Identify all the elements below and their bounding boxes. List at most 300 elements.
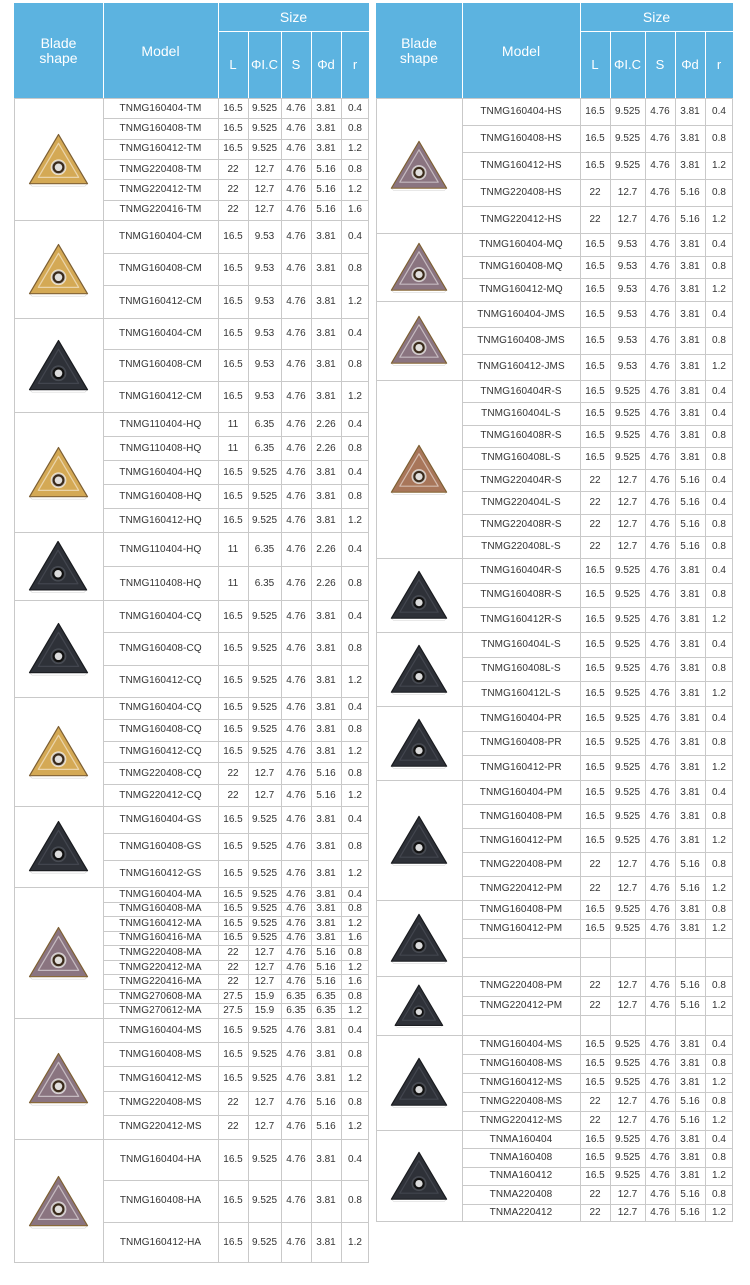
size-cell: 0.8 bbox=[712, 663, 726, 675]
size-cell bbox=[705, 938, 733, 957]
size-cell: 4.76 bbox=[650, 1096, 670, 1107]
size-cell: 9.525 bbox=[614, 614, 641, 626]
size-cell: 16.5 bbox=[223, 1024, 243, 1036]
header-col-0: L bbox=[229, 57, 237, 72]
size-cell: 9.53 bbox=[254, 328, 275, 340]
model-cell: TNMG160408L-S bbox=[481, 663, 561, 675]
size-cell: 9.525 bbox=[251, 610, 278, 622]
size-cell: 4.76 bbox=[286, 102, 306, 114]
size-cell: 16.5 bbox=[585, 334, 605, 346]
size-cell: 0.4 bbox=[348, 102, 362, 114]
header-col-1: ΦI.C bbox=[251, 57, 278, 72]
size-cell: 4.76 bbox=[286, 1072, 306, 1084]
size-cell: 0.4 bbox=[348, 610, 362, 622]
size-cell: 6.35 bbox=[254, 442, 275, 454]
triangle-insert-icon bbox=[389, 643, 449, 695]
size-cell: 3.81 bbox=[680, 564, 700, 576]
size-cell bbox=[675, 938, 705, 957]
size-cell: 22 bbox=[227, 976, 239, 988]
size-cell: 0.8 bbox=[348, 490, 362, 502]
triangle-insert-icon bbox=[27, 242, 90, 297]
table-row bbox=[462, 1111, 733, 1130]
size-cell: 4.76 bbox=[650, 762, 670, 774]
size-cell: 3.81 bbox=[680, 786, 700, 798]
table-row bbox=[103, 1018, 369, 1042]
size-cell: 16.5 bbox=[585, 308, 605, 320]
size-cell: 4.76 bbox=[650, 663, 670, 675]
size-cell bbox=[580, 957, 610, 976]
size-cell: 0.8 bbox=[348, 1195, 362, 1207]
header-col-2: S bbox=[291, 57, 301, 72]
size-cell: 0.4 bbox=[712, 238, 726, 250]
table-row bbox=[103, 532, 369, 566]
insert-group bbox=[14, 220, 369, 318]
size-cell: 4.76 bbox=[650, 904, 670, 915]
size-cell: 4.76 bbox=[286, 917, 306, 929]
blade-shape-cell bbox=[376, 976, 462, 1035]
size-cell bbox=[580, 938, 610, 957]
table-row bbox=[103, 1222, 369, 1263]
blade-shape-cell bbox=[14, 806, 103, 887]
size-cell: 4.76 bbox=[650, 999, 670, 1011]
size-cell: 4.76 bbox=[286, 789, 306, 801]
size-cell: 9.525 bbox=[614, 1077, 641, 1088]
table-row bbox=[462, 976, 733, 996]
size-cell: 3.81 bbox=[680, 1133, 700, 1145]
triangle-insert-icon bbox=[389, 717, 449, 769]
size-cell: 3.81 bbox=[680, 1170, 700, 1182]
table-row bbox=[462, 1130, 733, 1148]
size-cell: 3.81 bbox=[316, 102, 336, 114]
model-cell: TNMG160412-MS bbox=[479, 1077, 563, 1088]
size-cell: 9.53 bbox=[254, 263, 275, 275]
size-cell: 9.525 bbox=[251, 1154, 278, 1166]
size-cell: 3.81 bbox=[680, 238, 700, 250]
right-spec-table bbox=[376, 3, 733, 1222]
size-cell: 16.5 bbox=[585, 564, 605, 576]
size-cell: 4.76 bbox=[286, 418, 306, 430]
header-model: Model bbox=[501, 42, 541, 59]
size-cell: 4.76 bbox=[286, 514, 306, 526]
size-cell: 0.4 bbox=[348, 328, 362, 340]
size-cell: 4.76 bbox=[650, 308, 670, 320]
table-row bbox=[103, 98, 369, 118]
size-cell: 12.7 bbox=[617, 882, 638, 894]
size-cell: 22 bbox=[227, 961, 239, 973]
size-cell: 16.5 bbox=[223, 296, 243, 308]
size-cell: 4.76 bbox=[286, 888, 306, 900]
table-row bbox=[462, 996, 733, 1016]
size-cell: 22 bbox=[589, 858, 601, 870]
size-cell: 3.81 bbox=[680, 407, 700, 419]
blade-shape-cell bbox=[14, 98, 103, 220]
size-cell: 4.76 bbox=[286, 767, 306, 779]
blade-shape-cell bbox=[376, 1035, 462, 1130]
blade-shape-cell bbox=[14, 532, 103, 600]
size-cell: 0.4 bbox=[712, 712, 726, 724]
header-model: Model bbox=[141, 42, 180, 59]
size-cell: 22 bbox=[227, 1097, 239, 1109]
size-cell: 0.4 bbox=[348, 702, 362, 714]
model-cell: TNMG160412-GS bbox=[119, 868, 202, 879]
size-cell: 0.4 bbox=[348, 418, 362, 430]
model-cell: TNMG220412-MS bbox=[119, 1121, 202, 1133]
size-cell: 0.8 bbox=[712, 1058, 726, 1069]
model-cell: TNMG160408-CM bbox=[119, 263, 202, 275]
size-cell: 9.525 bbox=[251, 675, 278, 687]
size-cell: 0.8 bbox=[348, 767, 362, 779]
size-cell: 4.76 bbox=[650, 1039, 670, 1050]
table-row bbox=[462, 1148, 733, 1166]
table-row bbox=[103, 1066, 369, 1090]
model-cell: TNMG160412-MS bbox=[119, 1072, 202, 1084]
size-cell: 22 bbox=[589, 214, 601, 225]
size-cell: 3.81 bbox=[316, 143, 336, 155]
size-cell: 5.16 bbox=[680, 496, 700, 508]
size-cell: 9.525 bbox=[614, 762, 641, 774]
size-cell: 9.525 bbox=[614, 1170, 641, 1182]
triangle-insert-icon bbox=[389, 1150, 449, 1202]
size-cell bbox=[610, 938, 645, 957]
table-row bbox=[103, 974, 369, 989]
model-cell: TNMG160408-MS bbox=[479, 1058, 563, 1069]
size-cell: 3.81 bbox=[680, 923, 700, 934]
size-cell: 9.525 bbox=[251, 888, 278, 900]
model-cell: TNMG110408-HQ bbox=[119, 577, 202, 589]
size-cell: 3.81 bbox=[316, 903, 336, 915]
table-row bbox=[103, 1091, 369, 1115]
size-cell: 16.5 bbox=[585, 786, 605, 798]
size-cell: 12.7 bbox=[254, 204, 275, 216]
size-cell: 3.81 bbox=[316, 1072, 336, 1084]
table-row bbox=[103, 697, 369, 719]
size-cell: 9.525 bbox=[614, 786, 641, 798]
size-cell: 16.5 bbox=[223, 328, 243, 340]
size-cell: 4.76 bbox=[650, 834, 670, 846]
size-cell: 4.76 bbox=[286, 390, 306, 402]
size-cell: 0.8 bbox=[712, 904, 726, 915]
size-cell: 9.53 bbox=[254, 359, 275, 371]
header-size: Size bbox=[279, 9, 308, 25]
size-cell: 22 bbox=[589, 496, 601, 508]
size-cell: 4.76 bbox=[286, 841, 306, 852]
size-cell: 4.76 bbox=[286, 1121, 306, 1133]
table-row bbox=[103, 253, 369, 286]
triangle-insert-icon bbox=[27, 621, 90, 676]
size-cell: 1.2 bbox=[348, 1121, 362, 1133]
size-cell: 9.525 bbox=[251, 868, 278, 879]
size-cell: 16.5 bbox=[223, 675, 243, 687]
size-cell: 12.7 bbox=[617, 980, 638, 992]
insert-group bbox=[14, 887, 369, 1018]
size-cell: 1.2 bbox=[348, 961, 362, 973]
size-cell: 0.8 bbox=[712, 1096, 726, 1107]
size-cell: 9.525 bbox=[251, 102, 278, 114]
size-cell: 4.76 bbox=[286, 296, 306, 308]
table-row bbox=[103, 1042, 369, 1066]
size-cell: 4.76 bbox=[650, 334, 670, 346]
size-cell: 12.7 bbox=[254, 946, 275, 958]
table-row bbox=[462, 301, 733, 327]
size-cell: 4.76 bbox=[286, 1048, 306, 1060]
model-cell: TNMG160412-TM bbox=[119, 143, 202, 155]
size-cell: 9.53 bbox=[617, 261, 638, 273]
size-cell: 4.76 bbox=[650, 238, 670, 250]
size-cell: 0.4 bbox=[712, 385, 726, 397]
insert-group bbox=[14, 318, 369, 412]
insert-group bbox=[376, 632, 733, 706]
model-cell: TNMG160404-CM bbox=[119, 230, 202, 242]
model-cell: TNMG220404R-S bbox=[480, 474, 562, 486]
size-cell: 1.2 bbox=[712, 160, 726, 171]
size-cell: 9.525 bbox=[614, 1152, 641, 1164]
size-cell: 9.525 bbox=[251, 1195, 278, 1207]
table-row bbox=[462, 1015, 733, 1035]
size-cell: 3.81 bbox=[316, 296, 336, 308]
size-cell: 16.5 bbox=[223, 514, 243, 526]
size-cell: 0.8 bbox=[712, 1188, 726, 1200]
header-col-3: Φd bbox=[681, 57, 699, 72]
triangle-insert-icon bbox=[27, 1051, 90, 1106]
size-cell: 16.5 bbox=[223, 466, 243, 478]
size-cell: 9.525 bbox=[251, 1048, 278, 1060]
size-cell: 9.525 bbox=[251, 143, 278, 155]
size-cell: 0.8 bbox=[712, 1152, 726, 1164]
size-cell: 4.76 bbox=[286, 359, 306, 371]
table-row bbox=[462, 327, 733, 353]
size-cell: 0.4 bbox=[348, 230, 362, 242]
model-cell bbox=[462, 957, 580, 976]
size-cell: 1.2 bbox=[712, 1170, 726, 1182]
size-cell: 0.8 bbox=[712, 261, 726, 273]
table-header bbox=[14, 3, 369, 98]
model-cell: TNMG220416-MA bbox=[119, 976, 202, 988]
size-cell: 9.525 bbox=[614, 810, 641, 822]
size-cell: 0.4 bbox=[348, 1154, 362, 1166]
size-cell: 4.76 bbox=[650, 1152, 670, 1164]
size-cell: 4.76 bbox=[650, 261, 670, 273]
size-cell: 4.76 bbox=[650, 1115, 670, 1126]
size-cell: 4.76 bbox=[286, 702, 306, 714]
size-cell: 0.8 bbox=[348, 724, 362, 736]
size-cell: 22 bbox=[589, 999, 601, 1011]
table-row bbox=[462, 1073, 733, 1092]
size-cell: 16.5 bbox=[585, 430, 605, 442]
size-cell: 3.81 bbox=[680, 614, 700, 626]
size-cell: 16.5 bbox=[223, 841, 243, 852]
size-cell: 0.8 bbox=[348, 1097, 362, 1109]
size-cell: 0.4 bbox=[712, 564, 726, 576]
table-row bbox=[103, 139, 369, 159]
size-cell: 9.525 bbox=[251, 724, 278, 736]
blade-shape-cell bbox=[376, 380, 462, 558]
size-cell: 4.76 bbox=[286, 204, 306, 216]
size-cell: 4.76 bbox=[650, 1077, 670, 1088]
model-cell: TNMA220408 bbox=[489, 1188, 553, 1200]
size-cell: 12.7 bbox=[617, 999, 638, 1011]
size-cell: 16.5 bbox=[585, 238, 605, 250]
size-cell: 4.76 bbox=[286, 642, 306, 654]
table-row bbox=[103, 412, 369, 436]
triangle-insert-icon bbox=[389, 314, 449, 366]
model-cell: TNMG160404L-S bbox=[481, 638, 561, 650]
table-row bbox=[103, 931, 369, 946]
size-cell: 12.7 bbox=[254, 789, 275, 801]
blade-shape-cell bbox=[376, 780, 462, 900]
size-cell: 16.5 bbox=[585, 361, 605, 373]
size-cell: 0.4 bbox=[712, 1133, 726, 1145]
model-cell: TNMG160408-GS bbox=[119, 841, 202, 852]
model-cell: TNMG160404-MQ bbox=[479, 238, 563, 250]
size-cell: 16.5 bbox=[223, 814, 243, 825]
model-cell: TNMG160412-CQ bbox=[119, 675, 202, 687]
table-row bbox=[103, 381, 369, 412]
size-cell: 4.76 bbox=[650, 430, 670, 442]
size-cell: 5.16 bbox=[316, 1097, 336, 1109]
size-cell: 0.4 bbox=[348, 814, 362, 825]
model-cell: TNMG160412-HS bbox=[480, 160, 562, 171]
size-cell: 4.76 bbox=[650, 1133, 670, 1145]
size-cell: 4.76 bbox=[650, 1207, 670, 1219]
model-cell: TNMG160404-HQ bbox=[119, 466, 202, 478]
size-cell: 3.81 bbox=[316, 724, 336, 736]
size-cell: 1.2 bbox=[712, 361, 726, 373]
size-cell: 16.5 bbox=[223, 724, 243, 736]
size-cell: 27.5 bbox=[223, 1005, 243, 1017]
model-cell: TNMG160404-JMS bbox=[477, 308, 565, 320]
size-cell: 0.8 bbox=[348, 903, 362, 915]
blade-shape-cell bbox=[376, 1130, 462, 1222]
size-cell: 3.81 bbox=[316, 1236, 336, 1248]
size-cell: 9.525 bbox=[251, 814, 278, 825]
size-cell: 0.8 bbox=[348, 642, 362, 654]
size-cell: 0.4 bbox=[712, 638, 726, 650]
size-cell: 4.76 bbox=[650, 712, 670, 724]
model-cell: TNMG160408-MA bbox=[119, 903, 202, 915]
table-row bbox=[462, 755, 733, 780]
size-cell: 22 bbox=[227, 163, 239, 175]
size-cell: 1.6 bbox=[348, 204, 362, 216]
size-cell: 9.53 bbox=[617, 284, 638, 296]
size-cell: 3.81 bbox=[316, 1024, 336, 1036]
table-row bbox=[462, 780, 733, 804]
table-row bbox=[103, 600, 369, 632]
size-cell: 4.76 bbox=[650, 589, 670, 601]
model-cell: TNMG160408-CM bbox=[119, 359, 202, 371]
size-cell: 3.81 bbox=[680, 160, 700, 171]
size-cell: 1.2 bbox=[348, 1072, 362, 1084]
size-cell: 22 bbox=[589, 1096, 601, 1107]
size-cell: 1.2 bbox=[348, 675, 362, 687]
triangle-insert-icon bbox=[389, 139, 449, 191]
size-cell: 16.5 bbox=[223, 745, 243, 757]
size-cell bbox=[705, 957, 733, 976]
size-cell: 0.8 bbox=[712, 541, 726, 553]
size-cell: 22 bbox=[589, 541, 601, 553]
size-cell: 5.16 bbox=[316, 789, 336, 801]
table-row bbox=[462, 558, 733, 583]
insert-group bbox=[376, 706, 733, 780]
table-row bbox=[462, 607, 733, 632]
size-cell: 4.76 bbox=[650, 187, 670, 198]
insert-group bbox=[376, 976, 733, 1035]
size-cell: 6.35 bbox=[254, 418, 275, 430]
size-cell: 4.76 bbox=[286, 163, 306, 175]
size-cell: 9.525 bbox=[614, 904, 641, 915]
model-cell: TNMG160404-MS bbox=[119, 1024, 202, 1036]
model-cell: TNMG220408-MA bbox=[119, 946, 202, 958]
table-row bbox=[103, 1180, 369, 1221]
model-cell: TNMG220404L-S bbox=[481, 496, 561, 508]
size-cell: 12.7 bbox=[617, 1207, 638, 1219]
table-row bbox=[462, 1204, 733, 1222]
insert-group bbox=[14, 98, 369, 220]
size-cell: 4.76 bbox=[286, 961, 306, 973]
insert-group bbox=[376, 900, 733, 976]
size-cell: 16.5 bbox=[585, 904, 605, 915]
size-cell: 5.16 bbox=[680, 214, 700, 225]
size-cell: 22 bbox=[589, 187, 601, 198]
table-row bbox=[103, 179, 369, 199]
model-cell: TNMG160408-CQ bbox=[119, 724, 202, 736]
size-cell: 4.76 bbox=[286, 1195, 306, 1207]
size-cell: 3.81 bbox=[316, 514, 336, 526]
size-cell: 22 bbox=[227, 767, 239, 779]
size-cell: 0.8 bbox=[712, 133, 726, 144]
size-cell: 22 bbox=[589, 1115, 601, 1126]
insert-group bbox=[376, 780, 733, 900]
model-cell: TNMG220412-CQ bbox=[119, 789, 202, 801]
blade-shape-cell bbox=[14, 1139, 103, 1263]
size-cell: 3.81 bbox=[316, 841, 336, 852]
size-cell: 5.16 bbox=[680, 882, 700, 894]
model-cell: TNMG160404-TM bbox=[119, 102, 202, 114]
blade-shape-cell bbox=[376, 900, 462, 976]
size-cell: 6.35 bbox=[286, 1005, 306, 1017]
size-cell: 9.525 bbox=[614, 430, 641, 442]
size-cell: 9.525 bbox=[614, 407, 641, 419]
size-cell: 3.81 bbox=[316, 466, 336, 478]
blade-shape-cell bbox=[14, 887, 103, 1018]
model-cell: TNMG160412-HA bbox=[119, 1236, 202, 1248]
model-cell: TNMG220412-PM bbox=[479, 882, 563, 894]
size-cell: 16.5 bbox=[585, 1170, 605, 1182]
size-cell: 16.5 bbox=[585, 133, 605, 144]
size-cell: 4.76 bbox=[650, 519, 670, 531]
table-row bbox=[103, 200, 369, 220]
size-cell: 0.8 bbox=[712, 334, 726, 346]
size-cell: 3.81 bbox=[316, 702, 336, 714]
size-cell: 9.525 bbox=[614, 737, 641, 749]
size-cell: 3.81 bbox=[680, 452, 700, 464]
size-cell: 11 bbox=[227, 577, 239, 589]
model-cell: TNMG220416-TM bbox=[119, 204, 202, 216]
size-cell: 9.525 bbox=[614, 452, 641, 464]
blade-shape-cell bbox=[14, 412, 103, 532]
size-cell: 3.81 bbox=[680, 1152, 700, 1164]
table-row bbox=[103, 960, 369, 975]
size-cell: 5.16 bbox=[680, 1207, 700, 1219]
size-cell bbox=[675, 1015, 705, 1035]
model-cell: TNMG160412L-S bbox=[481, 688, 561, 700]
size-cell: 12.7 bbox=[254, 961, 275, 973]
model-cell: TNMG220412-HS bbox=[480, 214, 562, 225]
size-cell: 3.81 bbox=[680, 663, 700, 675]
size-cell: 4.76 bbox=[650, 980, 670, 992]
size-cell: 5.16 bbox=[316, 1121, 336, 1133]
size-cell: 0.8 bbox=[712, 810, 726, 822]
model-cell: TNMG160404-MA bbox=[119, 888, 202, 900]
